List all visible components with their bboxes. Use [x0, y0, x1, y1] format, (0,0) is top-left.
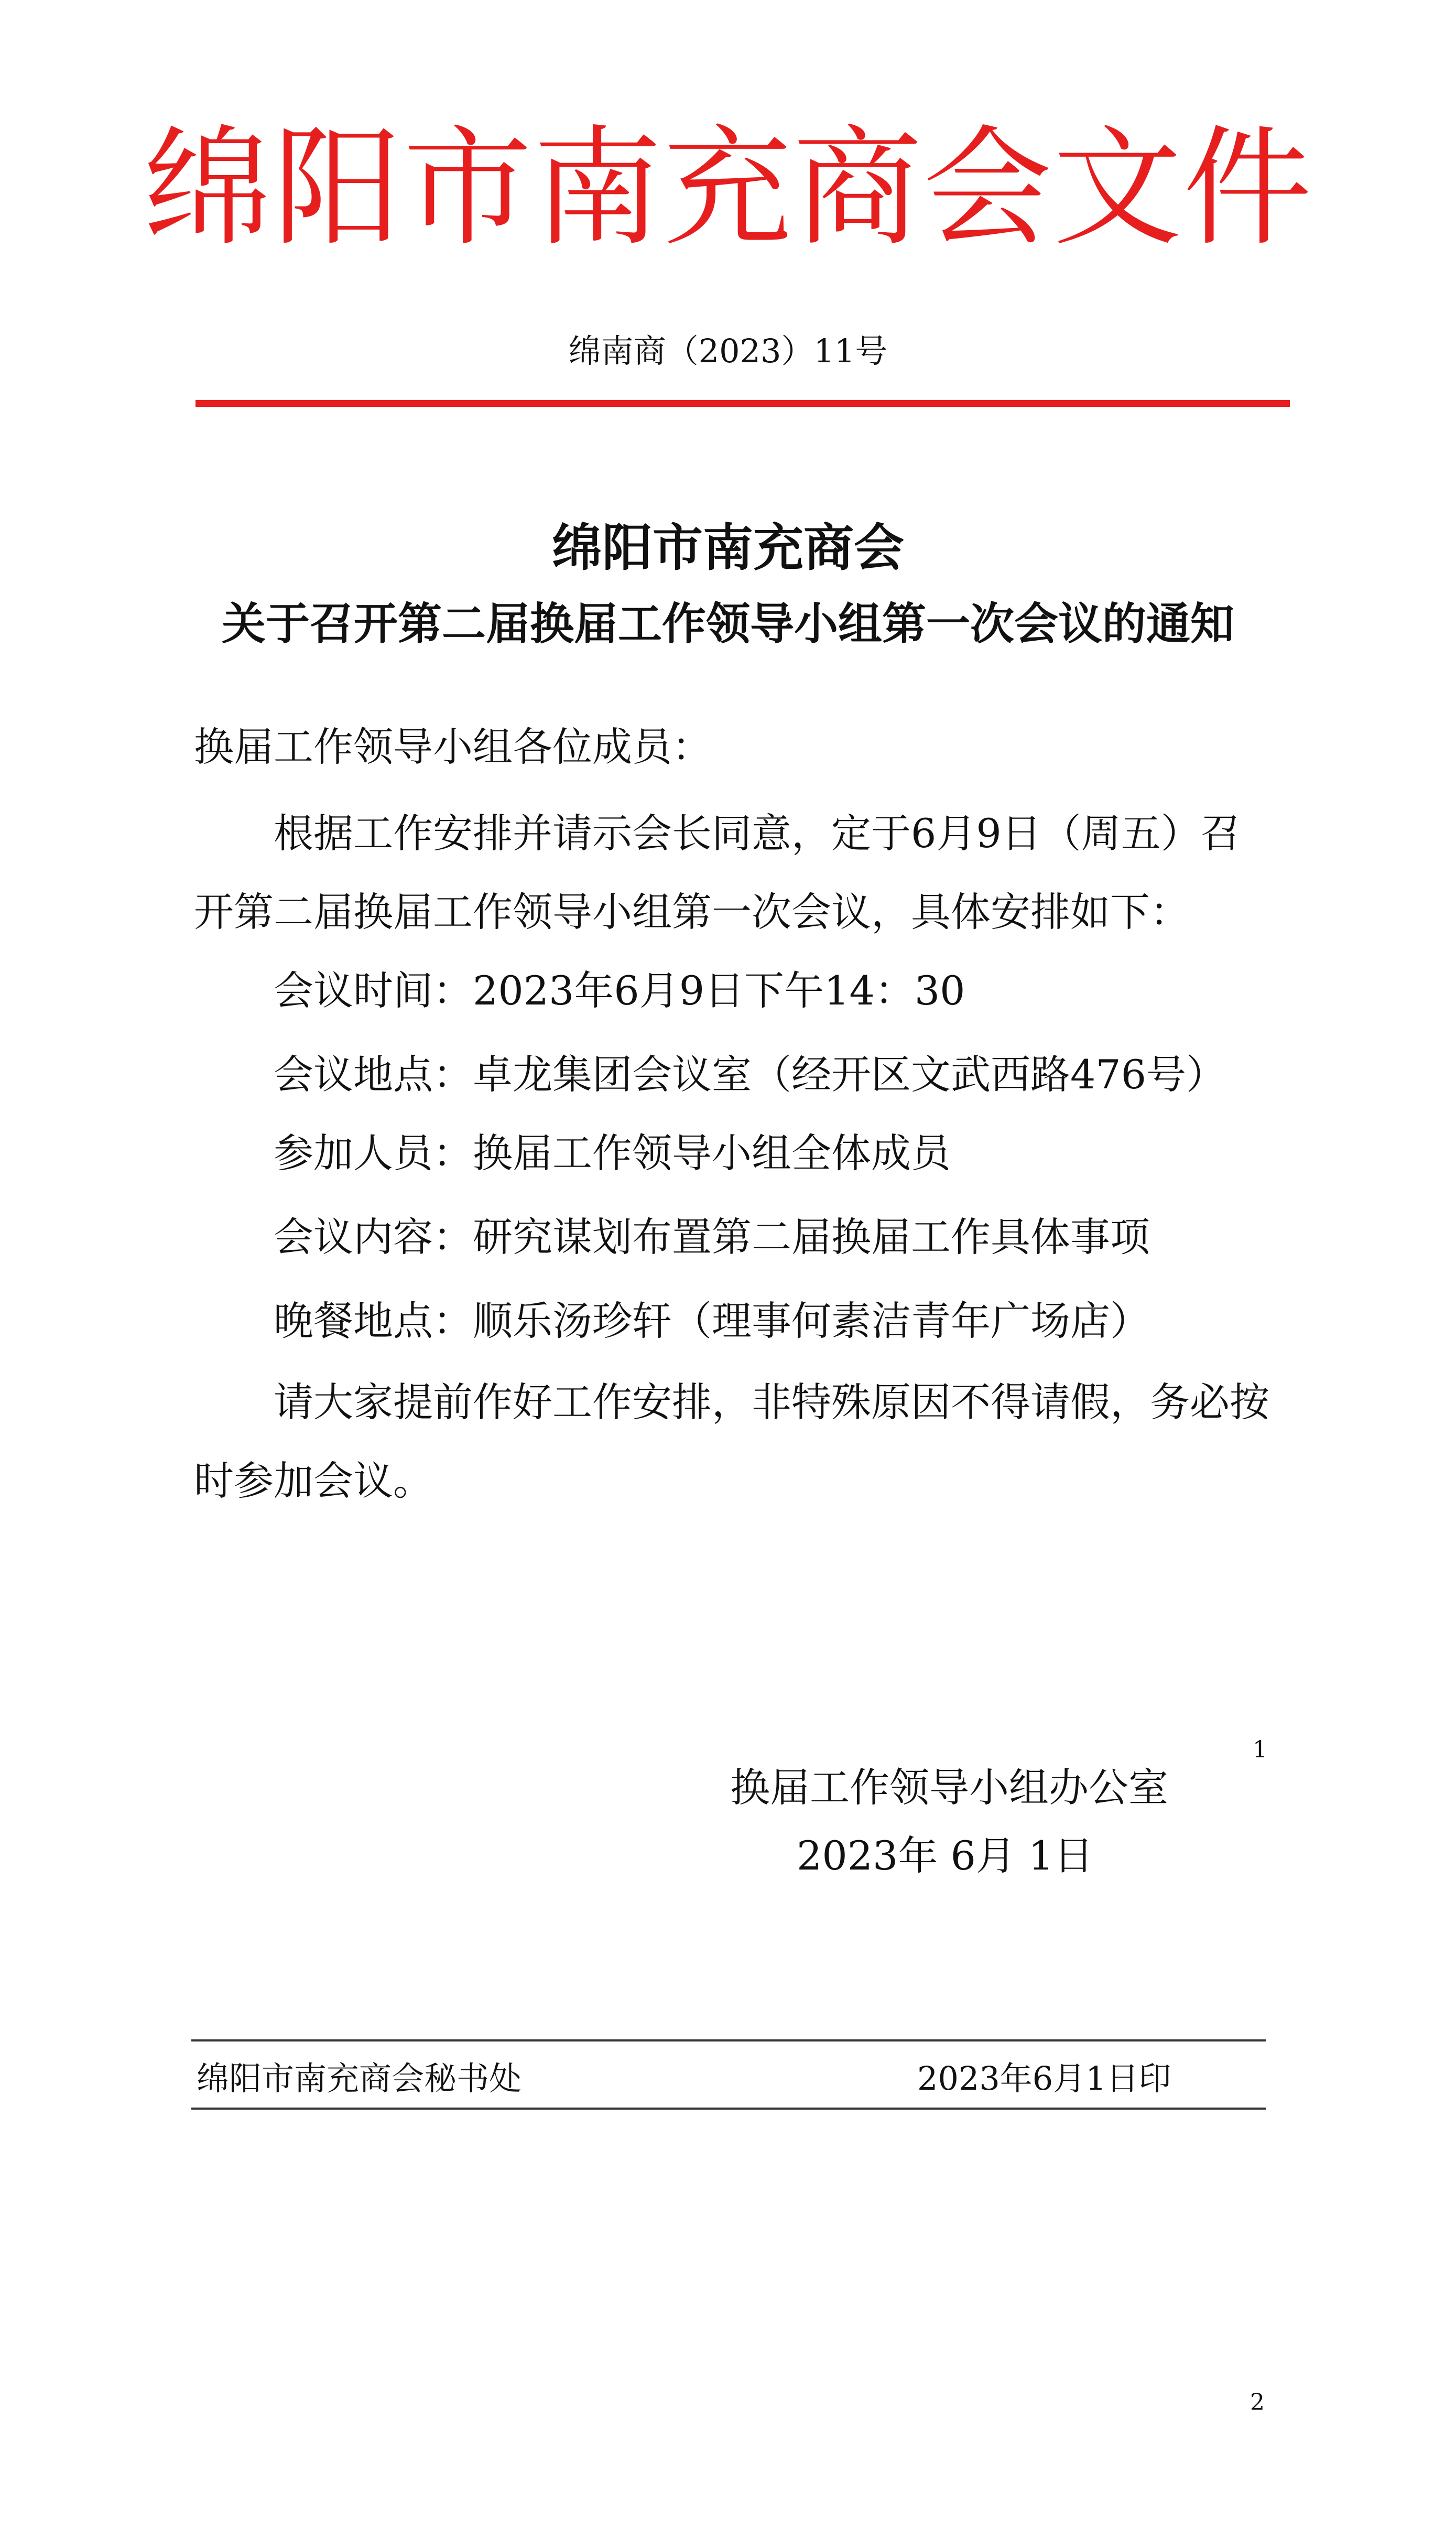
intro-line-1: 根据工作安排并请示会长同意，定于6月9日（周五）召 — [274, 810, 1241, 857]
notice-subject-title: 关于召开第二届换届工作领导小组第一次会议的通知 — [221, 598, 1234, 650]
notice-org-title: 绵阳市南充商会 — [552, 518, 904, 577]
closing-line-1: 请大家提前作好工作安排，非特殊原因不得请假，务必按 — [274, 1379, 1269, 1425]
document-red-header-title: 绵阳市南充商会文件 — [143, 114, 1313, 264]
red-header-divider — [195, 400, 1290, 407]
footer-bottom-rule — [191, 2108, 1266, 2110]
footer-print-date: 2023年6月1日印 — [917, 2059, 1171, 2098]
meeting-content: 会议内容：研究谋划布置第二届换届工作具体事项 — [274, 1214, 1150, 1260]
meeting-attendees: 参加人员：换届工作领导小组全体成员 — [274, 1130, 951, 1176]
document-number: 绵南商（2023）11号 — [568, 332, 888, 370]
salutation: 换届工作领导小组各位成员： — [194, 723, 712, 770]
signature-office: 换届工作领导小组办公室 — [730, 1764, 1168, 1811]
meeting-time: 会议时间：2023年6月9日下午14：30 — [274, 967, 965, 1014]
meeting-place: 会议地点：卓龙集团会议室（经开区文武西路476号） — [274, 1051, 1226, 1098]
intro-line-2: 开第二届换届工作领导小组第一次会议，具体安排如下： — [194, 889, 1190, 935]
dinner-place: 晚餐地点：顺乐汤珍轩（理事何素洁青年广场店） — [274, 1298, 1150, 1344]
signature-date: 2023年 6月 1日 — [797, 1832, 1094, 1879]
page-number: 2 — [1250, 2389, 1265, 2416]
marginal-number: 1 — [1253, 1736, 1267, 1763]
closing-line-2: 时参加会议。 — [194, 1457, 433, 1504]
footer-top-rule — [191, 2039, 1266, 2041]
footer-issuer: 绵阳市南充商会秘书处 — [197, 2059, 522, 2098]
